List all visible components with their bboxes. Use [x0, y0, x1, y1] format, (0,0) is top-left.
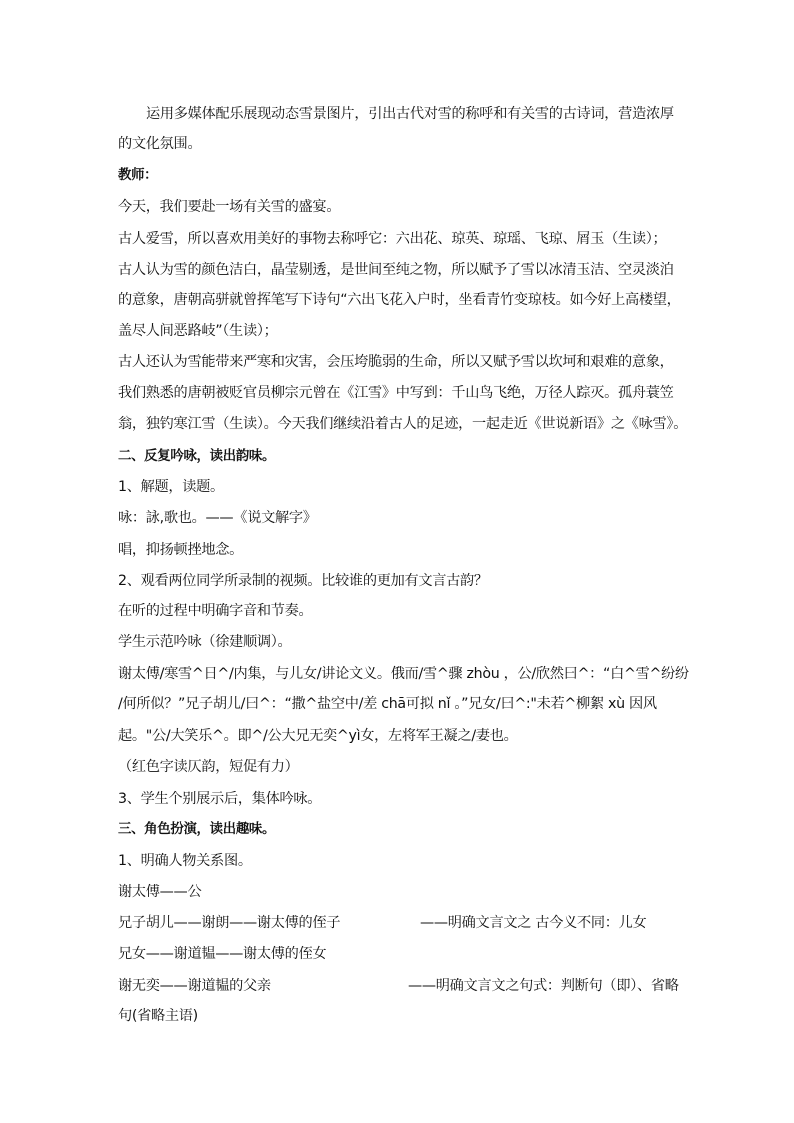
relation-note: ——明确文言文之句式：判断句（即）、省略: [408, 978, 679, 994]
relation-line: 兄子胡儿——谢朗——谢太傅的侄子: [118, 915, 341, 931]
paragraph-line: 的意象，唐朝高骈就曾挥笔写下诗句“六出飞花入户时，坐看青竹变琼枝。如今好上高楼望，: [118, 292, 681, 308]
paragraph-line: 学生示范吟咏（徐建顺调）。: [118, 634, 292, 650]
paragraph-line: 在听的过程中明确字音和节奏。: [118, 603, 313, 619]
list-item: 1、明确人物关系图。: [118, 853, 252, 869]
text-line: 谢太傅/寒雪^日^/内集，与儿女/讲论文义。俄而/雪^骤 zhòu ，公/欣然曰^：“白^雪^纷纷: [118, 666, 689, 682]
relation-line: 兄女——谢道韫——谢太傅的侄女: [118, 946, 327, 962]
note-line: （红色字读仄韵，短促有力）: [118, 759, 299, 775]
relation-line: 谢太傅——公: [118, 884, 202, 900]
paragraph-line: 盖尽人间恶路岐”（生读）；: [118, 323, 278, 339]
paragraph-line: 古人爱雪，所以喜欢用美好的事物去称呼它：六出花、琼英、琼瑶、飞琼、屑玉（生读）；: [118, 231, 667, 247]
text-line: /何所似？”兄子胡儿/曰^：“撒^盐空中/差 chā可拟 nǐ 。”兄女/曰^:"未若^柳絮 xù 因风: [118, 696, 657, 712]
relation-line: 句(省略主语): [118, 1008, 198, 1024]
section-heading-2: 二、反复吟咏，读出韵味。: [118, 449, 276, 464]
paragraph-line: 翁，独钓寒江雪（生读）。今天我们继续沿着古人的足迹，一起走近《世说新语》之《咏雪》。: [118, 416, 688, 432]
section-heading-3: 三、角色扮演，读出趣味。: [118, 822, 276, 837]
relation-line: 谢无奕——谢道韫的父亲: [118, 978, 271, 994]
paragraph-line: 我们熟悉的唐朝被贬官员柳宗元曾在《江雪》中写到：千山鸟飞绝，万径人踪灭。孤舟蓑笠: [118, 385, 674, 401]
list-item: 2、观看两位同学所录制的视频。比较谁的更加有文言古韵？: [118, 573, 488, 589]
paragraph-line: 唱，抑扬顿挫地念。: [118, 542, 243, 558]
paragraph-line: 古人还认为雪能带来严寒和灾害，会压垮脆弱的生命，所以又赋予雪以坎坷和艰难的意象，: [118, 354, 674, 370]
paragraph-line: 今天，我们要赴一场有关雪的盛宴。: [118, 199, 341, 215]
intro-line-1: 运用多媒体配乐展现动态雪景图片，引出古代对雪的称呼和有关雪的古诗词，营造浓厚: [146, 106, 674, 122]
paragraph-line: 古人认为雪的颜色洁白，晶莹剔透，是世间至纯之物，所以赋予了雪以冰清玉洁、空灵淡泊: [118, 262, 674, 278]
list-item: 3、学生个别展示后，集体吟咏。: [118, 791, 322, 807]
list-item: 1、解题，读题。: [118, 479, 224, 495]
intro-line-2: 的文化氛围。: [118, 136, 202, 152]
teacher-label: 教师：: [118, 168, 158, 183]
text-line: 起。"公/大笑乐^。即^/公大兄无奕^yì女，左将军王凝之/妻也。: [118, 728, 518, 744]
paragraph-line: 咏：詠,歌也。——《说文解字》: [118, 510, 317, 526]
relation-note: ——明确文言文之 古今义不同：儿女: [420, 915, 647, 931]
